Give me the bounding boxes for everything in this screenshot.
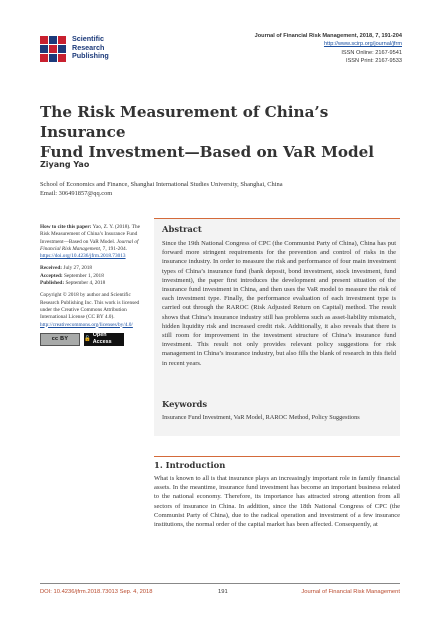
how-to-cite: How to cite this paper: Yao, Z. Y. (2018). The Risk Measurement of China’s Insurance Fund Investment—Based on VaR Model. Journal of Financial Risk Management, 7, 191-204. https://doi.org/10.4236/jfrm.2018.73013: [40, 224, 148, 260]
issn-online: ISSN Online: 2167-9541: [341, 49, 402, 56]
scirp-logo-icon: [38, 34, 68, 64]
cc-by-badge[interactable]: cc BY: [40, 333, 80, 346]
publisher-name: Scientific Research Publishing: [72, 34, 109, 61]
paper-title: The Risk Measurement of China’s Insurance Fund Investment—Based on VaR Model: [40, 103, 375, 161]
footer-journal-name: Journal of Financial Risk Management: [301, 589, 400, 595]
keywords-section: [154, 397, 400, 439]
abstract-heading: Abstract: [162, 224, 202, 234]
issn-print: ISSN Print: 2167-9533: [346, 58, 402, 65]
keywords-text: Insurance Fund Investment, VaR Model, RAROC Method, Policy Suggestions: [162, 414, 360, 421]
copyright-notice: Copyright © 2018 by author and Scientific Research Publishing Inc. This work is licensed under the Creative Commons Attribution International License (CC BY 4.0). http://creativecommons.org/licenses/by/4.0/ cc BY 🔓 Open Access: [40, 292, 148, 345]
publisher-logo[interactable]: [38, 32, 148, 66]
abstract-text: Since the 19th National Congress of CPC (the Communist Party of China), China has put forward more stringent requirements for the prevention and control of risks in the insurance industry. In order to measure the risk and performance of four main investment types of China’s insurance fund (bank deposit, bond investment, stock investment, fund investment), the paper first introduces the development and present situation of the insurance fund investment in China, and then uses the VaR model to measure the risk of each investment type. Finally, the performance evaluation of each investment type is carried out through the RAROC (Risk Adjusted Return on Capital) method. The result shows that China’s insurance industry still has problems such as asset-liability mismatch, hidden liquidity risk and increased credit risk. Additionally, it also reveals that there is still room for improvement in the investment structure of China’s insurance fund investment. This result not only provides relevant policy suggestions for risk management in China’s insurance industry, but also fills the blank of research in this field in recent years.: [162, 240, 396, 367]
open-lock-icon: 🔓: [84, 335, 91, 342]
page-number: 191: [218, 589, 228, 595]
journal-url-link[interactable]: http://www.scirp.org/journal/jfrm: [323, 41, 402, 48]
keywords-heading: Keywords: [162, 399, 208, 409]
journal-citation: Journal of Financial Risk Management, 2018, 7, 191-204: [254, 33, 402, 39]
author-email[interactable]: Email: 306491857@qq.com: [40, 190, 113, 198]
author-name: Ziyang Yao: [40, 160, 90, 169]
journal-info: [182, 32, 402, 66]
article-sidebar: [40, 224, 148, 351]
introduction-heading: 1. Introduction: [154, 460, 226, 470]
license-link[interactable]: http://creativecommons.org/licenses/by/4.0/: [40, 321, 133, 328]
section-rule: [154, 456, 400, 457]
section-rule: [154, 218, 400, 219]
footer-doi-date[interactable]: DOI: 10.4236/jfrm.2018.73013 Sep. 4, 2018: [40, 589, 153, 595]
introduction-text: What is known to all is that insurance plays an increasingly important role in family financial assets. In the meantime, insurance fund investment has become an important business related to the national economy. Therefore, its importance has attracted strong attention from all sectors of insurance in China. In addition, since the 18th National Congress of CPC (the Communist Party of China), due to the radical operation and investment of a few insurance institutions, the normal order of the capital market has been affected. Consequently, at: [154, 475, 400, 529]
author-affiliation: School of Economics and Finance, Shanghai International Studies University, Shanghai, China Email: 306491857@qq.com: [40, 180, 400, 199]
open-access-badge: 🔓 Open Access: [84, 333, 124, 346]
footer-rule: [40, 583, 400, 584]
doi-link[interactable]: https://doi.org/10.4236/jfrm.2018.73013: [40, 253, 126, 260]
article-dates: Received: July 27, 2018 Accepted: September 1, 2018 Published: September 4, 2018: [40, 265, 106, 287]
